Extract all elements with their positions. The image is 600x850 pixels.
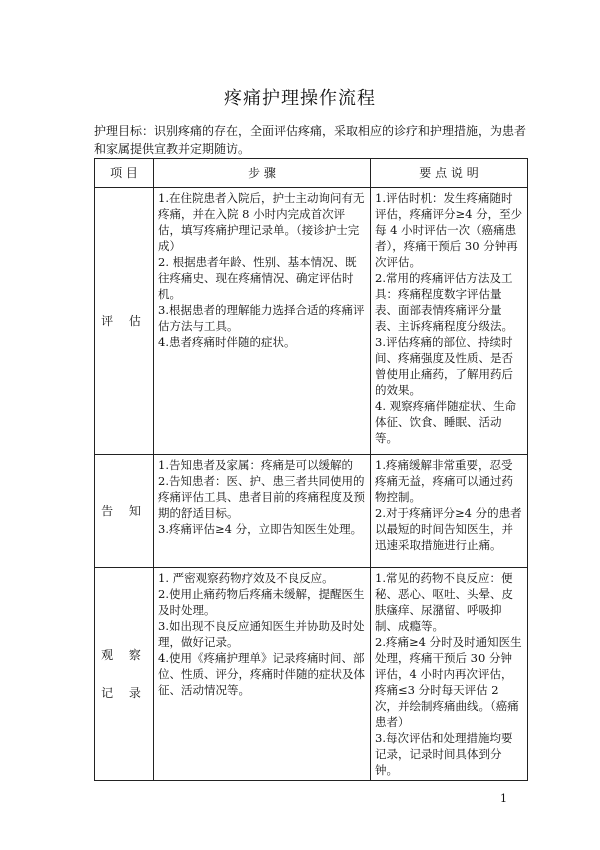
step-text: 3.根据患者的理解能力选择合适的疼痛评估方法与工具。	[158, 303, 365, 333]
procedure-table	[94, 158, 528, 781]
step-text: 4.使用《疼痛护理单》记录疼痛时间、部位、性质、评分，疼痛时伴随的症状及体征、活动情况等。	[158, 651, 365, 697]
point-text: 1.评估时机：发生疼痛随时评估，疼痛评分≥4 分，至少每 4 小时评估一次（癌痛患者），疼痛干预后 30 分钟再次评估。	[375, 191, 523, 269]
header-steps: 步 骤	[154, 159, 371, 188]
header-points: 要 点 说 明	[371, 159, 528, 188]
row-item-observe-record	[95, 568, 154, 781]
point-text: 3.评估疼痛的部位、持续时间、疼痛强度及性质、是否曾使用止痛药，了解用药后的效果。	[375, 335, 513, 397]
table-row	[95, 455, 528, 568]
table-row	[95, 568, 528, 781]
nursing-goal: 护理目标：识别疼痛的存在，全面评估疼痛，采取相应的诊疗和护理措施，为患者和家属提供宣教并定期随访。	[94, 124, 527, 156]
step-text: 4.患者疼痛时伴随的症状。	[158, 335, 296, 349]
row-item-inform: 告 知	[95, 455, 154, 568]
page-number: 1	[500, 792, 507, 805]
row-points	[371, 188, 528, 455]
step-text: 1. 严密观察药物疗效及不良反应。	[158, 571, 334, 585]
row-points	[371, 568, 528, 781]
row-item-assess: 评 估	[95, 188, 154, 455]
point-text: 2.常用的疼痛评估方法及工具：疼痛程度数字评估量表、面部表情疼痛评分量表、主诉疼痛程度分级法。	[375, 271, 513, 333]
point-text: 2.疼痛≥4 分时及时通知医生处理，疼痛干预后 30 分钟评估，4 小时内再次评估，疼痛≤3 分时每天评估 2 次，并绘制疼痛曲线。（癌痛患者）	[375, 635, 522, 729]
point-text: 4. 观察疼痛伴随症状、生命体征、饮食、睡眠、活动等。	[375, 399, 517, 445]
row-steps	[154, 188, 371, 455]
page-title: 疼痛护理操作流程	[224, 88, 376, 109]
step-text: 2. 根据患者年龄、性别、基本情况、既往疼痛史、现在疼痛情况、确定评估时机。	[158, 255, 357, 301]
step-text: 3.如出现不良反应通知医生并协助及时处理，做好记录。	[158, 619, 365, 649]
step-text: 1.在住院患者入院后，护士主动询问有无疼痛，并在入院 8 小时内完成首次评估，填写疼痛护理记录单。（接诊护士完成）	[158, 191, 365, 253]
header-item: 项 目	[95, 159, 154, 188]
step-text: 1.告知患者及家属：疼痛是可以缓解的	[158, 458, 353, 472]
step-text: 2.告知患者：医、护、患三者共同使用的疼痛评估工具、患者目前的疼痛程度及预期的舒适目标。	[158, 474, 365, 520]
table-row	[95, 188, 528, 455]
row-steps	[154, 455, 371, 568]
row-item-observe: 观 察	[101, 648, 147, 662]
step-text: 2.使用止痛药物后疼痛未缓解，提醒医生及时处理。	[158, 587, 365, 617]
row-item-record: 记 录	[101, 686, 147, 700]
row-steps	[154, 568, 371, 781]
point-text: 2.对于疼痛评分≥4 分的患者以最短的时间告知医生，并迅速采取措施进行止痛。	[375, 506, 522, 552]
point-text: 1.常见的药物不良反应：便秘、恶心、呕吐、头晕、皮肤瘙痒、尿潴留、呼吸抑制、成瘾等。	[375, 571, 513, 633]
step-text: 3.疼痛评估≥4 分，立即告知医生处理。	[158, 522, 363, 536]
table-header-row	[95, 159, 528, 188]
row-points	[371, 455, 528, 568]
point-text: 3.每次评估和处理措施均要记录，记录时间具体到分钟。	[375, 731, 513, 777]
point-text: 1.疼痛缓解非常重要，忍受疼痛无益，疼痛可以通过药物控制。	[375, 458, 513, 504]
